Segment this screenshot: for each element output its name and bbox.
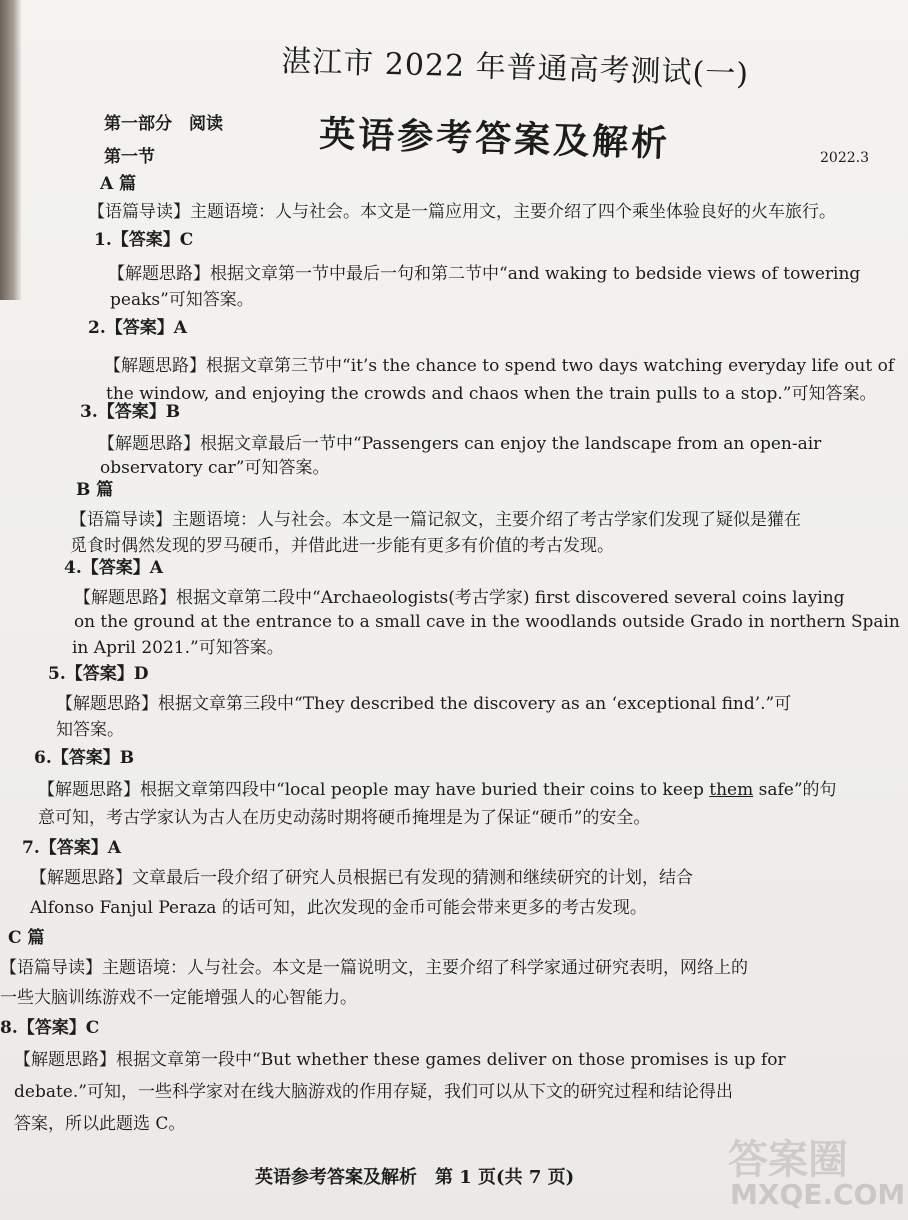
q4-reason-line1: 【解题思路】根据文章第二段中“Archaeologists(考古学家) first discovered several coins laying <box>74 588 845 608</box>
q6-reason-line1-start: 【解题思路】根据文章第四段中“local people may have buried their coins to keep <box>38 780 710 800</box>
q2-reason-line2: the window, and enjoying the crowds and chaos when the train pulls to a stop.”可知答案。 <box>106 384 877 404</box>
passage-b-intro-line1: 【语篇导读】主题语境：人与社会。本文是一篇记叙文，主要介绍了考古学家们发现了疑似是獾在 <box>70 510 801 530</box>
q6-reason-line1-end: safe”的句 <box>753 780 837 800</box>
passage-b-heading: B 篇 <box>76 480 114 500</box>
q7-answer: 7.【答案】A <box>22 838 121 858</box>
q4-reason-line2: on the ground at the entrance to a small cave in the woodlands outside Grado in northern Spain <box>74 612 900 632</box>
q1-answer: 1.【答案】C <box>94 230 194 250</box>
passage-b-intro-line2: 觅食时偶然发现的罗马硬币，并借此进一步能有更多有价值的考古发现。 <box>70 536 614 556</box>
q8-reason-line2: debate.”可知，一些科学家对在线大脑游戏的作用存疑，我们可以从下文的研究过程和结论得出 <box>14 1082 733 1102</box>
page-shadow-edge <box>0 0 22 300</box>
q2-answer: 2.【答案】A <box>88 318 187 338</box>
q3-answer: 3.【答案】B <box>80 402 181 422</box>
passage-a-intro: 【语篇导读】主题语境：人与社会。本文是一篇应用文，主要介绍了四个乘坐体验良好的火车旅行。 <box>88 202 836 222</box>
exam-date: 2022.3 <box>820 150 869 166</box>
q7-reason-line1: 【解题思路】文章最后一段介绍了研究人员根据已有发现的猜测和继续研究的计划，结合 <box>30 868 693 888</box>
exam-title: 湛江市 2022 年普通高考测试(一) <box>280 43 750 93</box>
watermark-logo: 答案圈 <box>728 1136 848 1183</box>
q2-reason-line1: 【解题思路】根据文章第三节中“it’s the chance to spend two days watching everyday life out of <box>104 356 895 376</box>
q8-reason-line1: 【解题思路】根据文章第一段中“But whether these games deliver on those promises is up for <box>14 1050 786 1070</box>
part-heading: 第一部分 阅读 <box>104 114 223 134</box>
watermark-url: MXQE.COM <box>730 1178 906 1211</box>
q6-answer: 6.【答案】B <box>34 748 135 768</box>
passage-c-intro-line2: 一些大脑训练游戏不一定能增强人的心智能力。 <box>0 988 357 1008</box>
q6-reason-line1 <box>38 778 837 802</box>
answer-key-title: 英语参考答案及解析 <box>318 112 671 165</box>
q1-reason-line1: 【解题思路】根据文章第一节中最后一句和第二节中“and waking to bedside views of towering <box>108 264 861 284</box>
q6-underlined-word: them <box>709 780 754 800</box>
q4-answer: 4.【答案】A <box>64 558 163 578</box>
q5-answer: 5.【答案】D <box>48 664 149 684</box>
q8-answer: 8.【答案】C <box>0 1018 100 1038</box>
q1-reason-line2: peaks”可知答案。 <box>110 290 254 310</box>
passage-a-heading: A 篇 <box>100 174 137 194</box>
q8-reason-line3: 答案，所以此题选 C。 <box>14 1114 186 1134</box>
passage-c-heading: C 篇 <box>8 928 45 948</box>
q3-reason-line2: observatory car”可知答案。 <box>100 458 330 478</box>
q4-reason-line3: in April 2021.”可知答案。 <box>72 638 284 658</box>
page-footer: 英语参考答案及解析 第 1 页(共 7 页) <box>255 1167 575 1188</box>
q6-reason-line2: 意可知，考古学家认为古人在历史动荡时期将硬币掩埋是为了保证“硬币”的安全。 <box>38 808 651 828</box>
passage-c-intro-line1: 【语篇导读】主题语境：人与社会。本文是一篇说明文，主要介绍了科学家通过研究表明，网络上的 <box>0 958 748 978</box>
q5-reason-line1: 【解题思路】根据文章第三段中“They described the discovery as an ‘exceptional find’.”可 <box>56 694 792 714</box>
q5-reason-line2: 知答案。 <box>56 720 124 740</box>
section-heading: 第一节 <box>104 147 155 167</box>
q3-reason-line1: 【解题思路】根据文章最后一节中“Passengers can enjoy the landscape from an open-air <box>98 434 822 454</box>
q7-reason-line2: Alfonso Fanjul Peraza 的话可知，此次发现的金币可能会带来更多的考古发现。 <box>30 898 647 918</box>
